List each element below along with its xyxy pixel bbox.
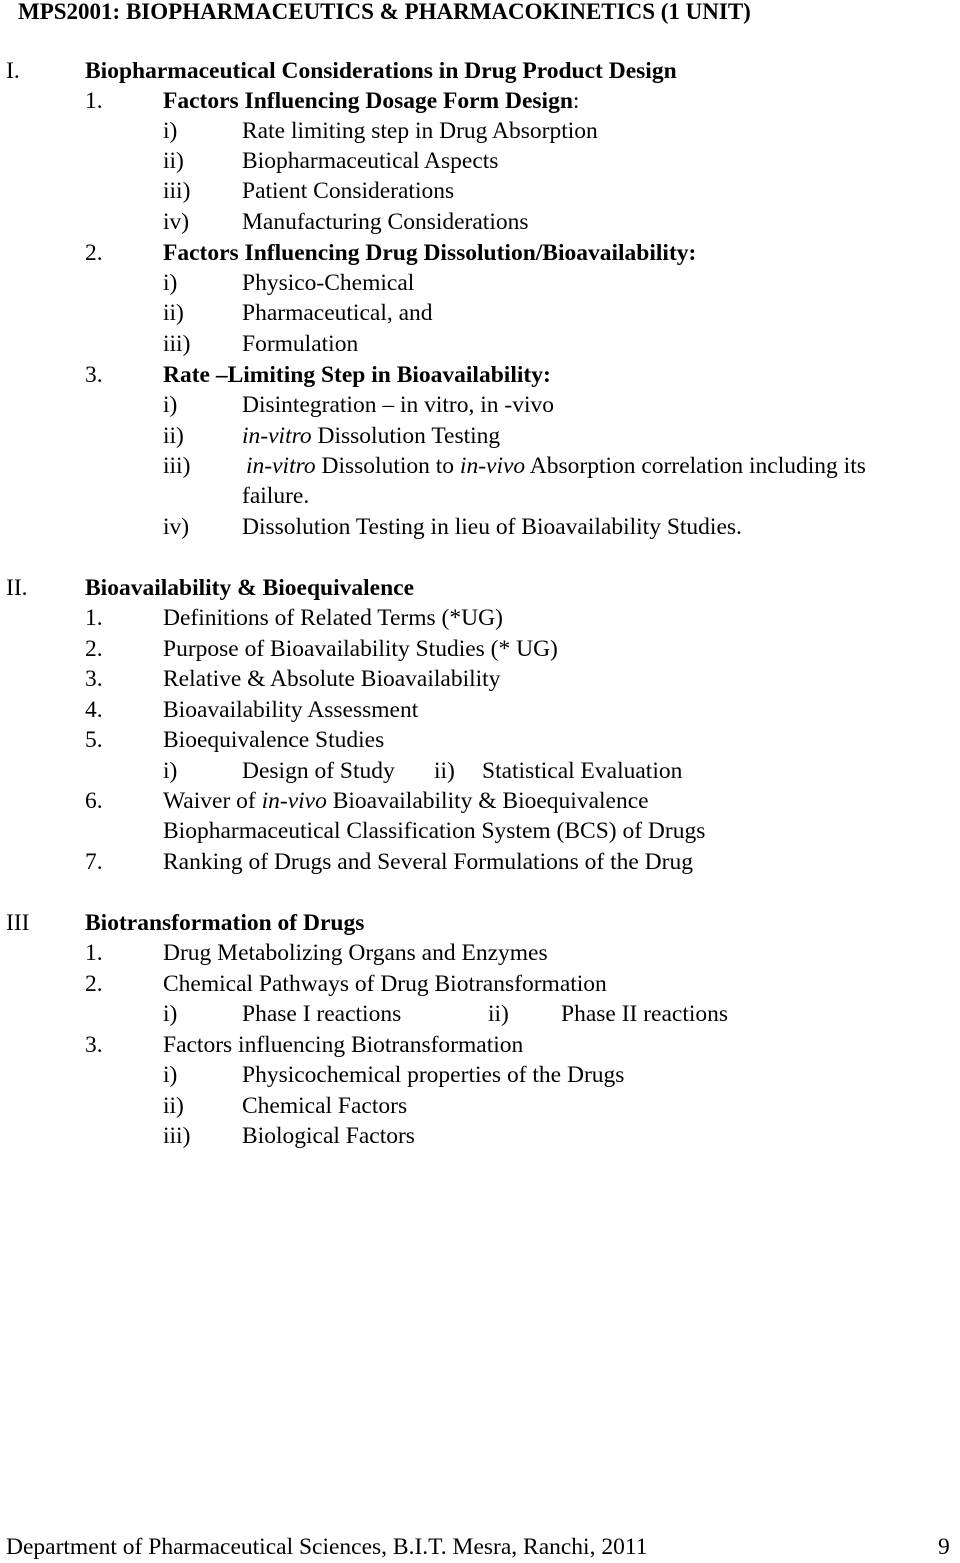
subitem-text: Phase II reactions [561, 1001, 729, 1027]
subitem-text: Physicochemical properties of the Drugs [242, 1062, 625, 1088]
subitem-text-continued: failure. [242, 483, 310, 509]
subitem-text: Patient Considerations [242, 178, 455, 204]
subitem-text: Chemical Factors [242, 1093, 408, 1119]
list-number: 2. [85, 636, 103, 662]
subitem-number: ii) [163, 148, 184, 174]
subitem-text: Pharmaceutical, and [242, 300, 433, 326]
list-item [163, 786, 649, 816]
list-number: 7. [85, 849, 103, 875]
list-number: 1. [85, 605, 103, 631]
subitem-number: iii) [163, 453, 191, 479]
subitem-number: iv) [163, 209, 190, 235]
list-number: 2. [85, 971, 103, 997]
italic-term: in-vivo [261, 788, 327, 814]
page-number: 9 [938, 1534, 950, 1560]
subitem-text: Phase I reactions [242, 1001, 402, 1027]
unit-1-numeral: I. [6, 58, 20, 84]
subitem-text: Dissolution Testing in lieu of Bioavailability Studies. [242, 514, 742, 540]
subitem-number: ii) [163, 1093, 184, 1119]
text-run: Bioavailability & Bioequivalence [326, 788, 649, 814]
topic-2-heading: Factors Influencing Drug Dissolution/Bioavailability: [163, 240, 697, 266]
topic-2-number: 2. [85, 240, 103, 266]
unit-2-numeral: II. [6, 575, 28, 601]
document-title: MPS2001: BIOPHARMACEUTICS & PHARMACOKINETICS (1 UNIT) [18, 0, 751, 24]
subitem-text: Physico-Chemical [242, 270, 415, 296]
list-item: Drug Metabolizing Organs and Enzymes [163, 940, 548, 966]
topic-3-number: 3. [85, 362, 103, 388]
italic-term: in-vitro [246, 453, 316, 479]
subitem-text: Rate limiting step in Drug Absorption [242, 118, 598, 144]
list-item-continued: Biopharmaceutical Classification System (BCS) of Drugs [163, 818, 706, 844]
list-number: 1. [85, 940, 103, 966]
footer-text: Department of Pharmaceutical Sciences, B.I.T. Mesra, Ranchi, 2011 [6, 1534, 648, 1560]
subitem-number: ii) [434, 758, 455, 784]
list-number: 5. [85, 727, 103, 753]
subitem-number: iii) [163, 331, 191, 357]
subitem-text: Formulation [242, 331, 359, 357]
subitem-number: i) [163, 118, 178, 144]
subitem-number: i) [163, 392, 178, 418]
subitem-number: ii) [488, 1001, 509, 1027]
italic-term: in-vivo [459, 453, 526, 479]
subitem-number: i) [163, 270, 178, 296]
text-run: Absorption correlation including its [525, 453, 866, 479]
list-item: Relative & Absolute Bioavailability [163, 666, 501, 692]
topic-1-number: 1. [85, 88, 103, 114]
subitem-text: Biological Factors [242, 1123, 415, 1149]
list-item: Factors influencing Biotransformation [163, 1032, 524, 1058]
subitem-number: i) [163, 1062, 178, 1088]
text-run: Dissolution to [315, 453, 460, 479]
topic-1-heading [163, 86, 579, 116]
unit-1-heading: Biopharmaceutical Considerations in Drug Product Design [85, 58, 677, 84]
topic-3-heading: Rate –Limiting Step in Bioavailability: [163, 362, 551, 388]
list-item: Purpose of Bioavailability Studies (* UG) [163, 636, 558, 662]
subitem-text: Statistical Evaluation [482, 758, 683, 784]
unit-2-heading: Bioavailability & Bioequivalence [85, 575, 415, 601]
italic-term: in-vitro [242, 423, 312, 449]
topic-1-label: Factors Influencing Dosage Form Design [163, 88, 573, 114]
subitem-number: iii) [163, 178, 191, 204]
text-run: Waiver of [163, 788, 262, 814]
list-item: Bioequivalence Studies [163, 727, 385, 753]
subitem-text: Disintegration – in vitro, in -vivo [242, 392, 554, 418]
subitem-number: i) [163, 1001, 178, 1027]
unit-3-numeral: III [6, 910, 30, 936]
list-number: 3. [85, 1032, 103, 1058]
list-number: 3. [85, 666, 103, 692]
list-item: Ranking of Drugs and Several Formulations of the Drug [163, 849, 693, 875]
subitem-number: ii) [163, 300, 184, 326]
unit-3-heading: Biotransformation of Drugs [85, 910, 365, 936]
subitem-number: i) [163, 758, 178, 784]
subitem-text: Manufacturing Considerations [242, 209, 529, 235]
list-number: 6. [85, 788, 103, 814]
list-item: Chemical Pathways of Drug Biotransformation [163, 971, 607, 997]
subitem-text [242, 421, 500, 451]
subitem-number: ii) [163, 423, 184, 449]
subitem-number: iii) [163, 1123, 191, 1149]
subitem-number: iv) [163, 514, 190, 540]
subitem-text [246, 451, 866, 481]
list-number: 4. [85, 697, 103, 723]
subitem-text: Biopharmaceutical Aspects [242, 148, 499, 174]
list-item: Bioavailability Assessment [163, 697, 419, 723]
topic-1-colon: : [572, 88, 580, 114]
subitem-text: Design of Study [242, 758, 395, 784]
list-item: Definitions of Related Terms (*UG) [163, 605, 503, 631]
text-run: Dissolution Testing [311, 423, 501, 449]
